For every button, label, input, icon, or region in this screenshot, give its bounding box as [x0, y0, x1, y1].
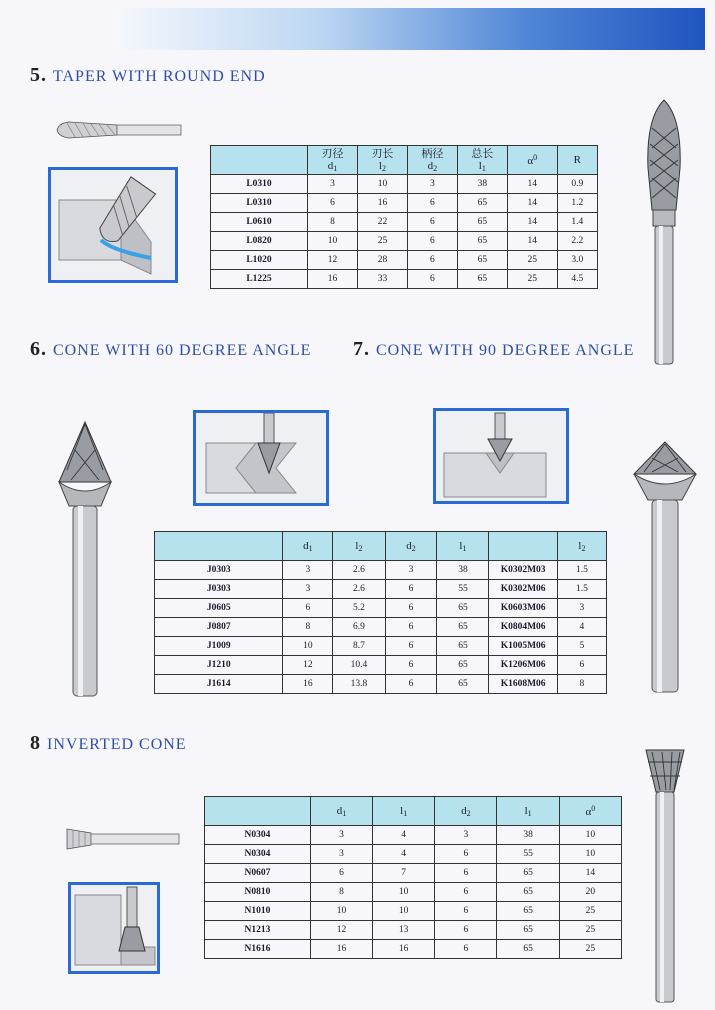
table-row: N0607 6 7 6 65 14 [205, 864, 622, 883]
table-row: J1614 16 13.8 6 65 K1608M06 8 [155, 675, 607, 694]
col-head-d2: 柄径 $d_2$ [407, 146, 457, 175]
col-head-alpha: $\alpha^0$ [559, 797, 621, 826]
table-row: J1009 10 8.7 6 65 K1005M06 5 [155, 637, 607, 656]
col-head-r: R [557, 146, 597, 175]
taper-usage-diagram [48, 167, 178, 283]
col-head-d2: $d_2$ [435, 797, 497, 826]
table-row: J0605 6 5.2 6 65 K0603M06 3 [155, 599, 607, 618]
cone-60-usage-diagram [193, 410, 329, 506]
cone-90-usage-diagram [433, 408, 569, 504]
col-head-l1-blade: $l_1$ [373, 797, 435, 826]
table-row: N0304 3 4 3 38 10 [205, 826, 622, 845]
col-head-d1: 刃径 $d_1$ [308, 146, 358, 175]
cone-90-degree-bur-image [630, 440, 700, 695]
section-6-title: 6. CONE WITH 60 DEGREE ANGLE [30, 338, 312, 360]
table-row: L1225 16 33 6 65 25 4.5 [211, 270, 598, 289]
col-head-l2: $l_2$ [333, 532, 385, 561]
table-row: L0610 8 22 6 65 14 1.4 [211, 213, 598, 232]
col-head-alpha: $\alpha^0$ [507, 146, 557, 175]
col-head-l1-total: $l_1$ [497, 797, 559, 826]
table-row: J0303 3 2.6 3 38 K0302M03 1.5 [155, 561, 607, 580]
col-head-k-l2: $l_2$ [557, 532, 606, 561]
taper-round-end-bur-small-image [55, 118, 185, 142]
table-row: J0807 8 6.9 6 65 K0804M06 4 [155, 618, 607, 637]
cone-60-degree-bur-image [55, 420, 115, 700]
section-8-title: 8 INVERTED CONE [30, 732, 187, 754]
col-head-l2: 刃长 $l_2$ [357, 146, 407, 175]
table-row: J1210 12 10.4 6 65 K1206M06 6 [155, 656, 607, 675]
table-row: J0303 3 2.6 6 55 K0302M06 1.5 [155, 580, 607, 599]
table-row: N0810 8 10 6 65 20 [205, 883, 622, 902]
header-gradient-bar [115, 8, 705, 50]
table-row: L0310 3 10 3 38 14 0.9 [211, 175, 598, 194]
table-row: L0310 6 16 6 65 14 1.2 [211, 194, 598, 213]
table-header-row [155, 532, 607, 561]
table-header-row [211, 146, 598, 175]
section-5-title: 5. TAPER WITH ROUND END [30, 64, 266, 86]
table-row: N0304 3 4 6 55 10 [205, 845, 622, 864]
col-head-l1: $l_1$ [437, 532, 489, 561]
taper-round-end-bur-image [640, 98, 688, 368]
inverted-cone-bur-image [640, 748, 690, 1006]
table-row: L1020 12 28 6 65 25 3.0 [211, 251, 598, 270]
col-head-d1: $d_1$ [283, 532, 333, 561]
table-cone-60-90 [154, 531, 607, 694]
table-row: L0820 10 25 6 65 14 2.2 [211, 232, 598, 251]
table-inverted-cone [204, 796, 622, 959]
table-row: N1616 16 16 6 65 25 [205, 940, 622, 959]
inverted-cone-bur-small-image [65, 827, 183, 851]
table-row: N1213 12 13 6 65 25 [205, 921, 622, 940]
section-7-title: 7. CONE WITH 90 DEGREE ANGLE [353, 338, 635, 360]
col-head-l1: 总长 $l_1$ [457, 146, 507, 175]
table-taper-round-end [210, 145, 598, 289]
col-head-k-code [489, 532, 557, 561]
inverted-cone-usage-diagram [68, 882, 160, 974]
col-head-d1: $d_1$ [310, 797, 372, 826]
table-row: N1010 10 10 6 65 25 [205, 902, 622, 921]
table-header-row [205, 797, 622, 826]
col-head-d2: $d_2$ [385, 532, 437, 561]
